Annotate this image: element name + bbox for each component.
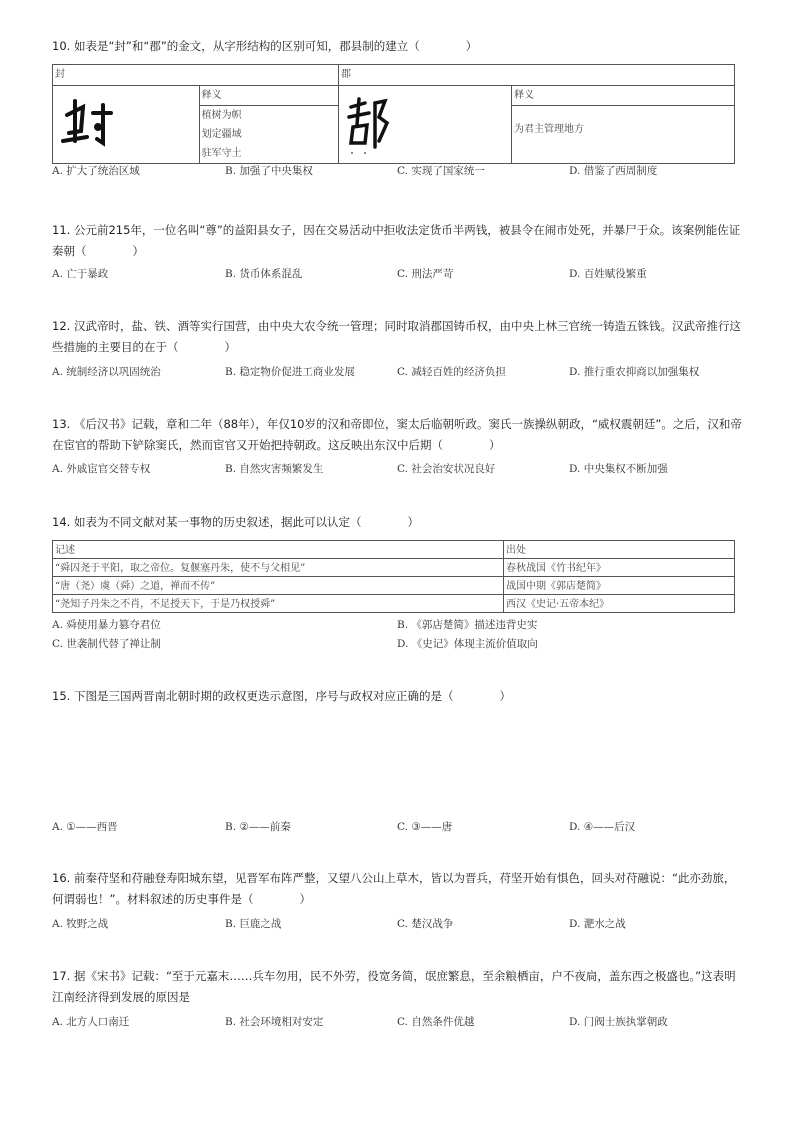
q10-def-jun: 为君主管理地方 bbox=[514, 124, 584, 135]
q14-option-d[interactable]: D. 《史记》体现主流价值取向 bbox=[397, 638, 538, 650]
q17-stem: 17. 据《宋书》记载：“至于元嘉末……兵车勿用，民不外劳，役宽务简，氓庶繁息，至余粮栖亩，户不夜扃，盖东西之极盛也。”这表明江南经济得到发展的原因是 bbox=[52, 969, 736, 1004]
q17-option-d[interactable]: D. 门阀士族执掌朝政 bbox=[569, 1016, 668, 1028]
q12-stem: 12. 汉武帝时，盐、铁、酒等实行国营，由中央大农令统一管理；同时取消郡国铸币权，由中央上林三官统一铸造五铢钱。汉武帝推行这些措施的主要目的在于（ ） bbox=[52, 319, 741, 354]
q10-def-feng-2: 划定疆域 bbox=[201, 129, 242, 140]
q10-stem: 10. 如表是“封”和“郡”的金文，从字形结构的区别可知，郡县制的建立（ ） bbox=[52, 39, 478, 53]
q14-header-record: 记述 bbox=[53, 541, 504, 559]
jun-bronze-glyph bbox=[339, 86, 512, 164]
q11-option-c[interactable]: C. 刑法严苛 bbox=[397, 268, 454, 280]
q10-table bbox=[52, 64, 735, 164]
q17-option-b[interactable]: B. 社会环境相对安定 bbox=[225, 1016, 324, 1028]
q15-option-b[interactable]: B. ②——前秦 bbox=[225, 821, 291, 833]
q10-option-c[interactable]: C. 实现了国家统一 bbox=[397, 165, 485, 177]
q11-option-b[interactable]: B. 货币体系混乱 bbox=[225, 268, 303, 280]
q10-option-a[interactable]: A. 扩大了统治区域 bbox=[52, 165, 140, 177]
q10-def-feng-3: 驻军守土 bbox=[201, 148, 242, 159]
q11-option-d[interactable]: D. 百姓赋役繁重 bbox=[569, 268, 647, 280]
q15-stem: 15. 下图是三国两晋南北朝时期的政权更迭示意图，序号与政权对应正确的是（ ） bbox=[52, 689, 511, 703]
q14-header-source: 出处 bbox=[504, 541, 735, 559]
q15-option-c[interactable]: C. ③——唐 bbox=[397, 821, 453, 833]
q16-option-a[interactable]: A. 牧野之战 bbox=[52, 918, 109, 930]
q14-table bbox=[52, 540, 735, 613]
q11-stem: 11. 公元前215年，一位名叫“尊”的益阳县女子，因在交易活动中拒收法定货币半两钱，被县令在闹市处死，并暴尸于众。该案例能佐证秦朝（ ） bbox=[52, 223, 741, 258]
q15-diagram-placeholder bbox=[52, 712, 735, 812]
q14-row-1-record: “舜囚尧于平阳，取之帝位。复偃塞丹朱，使不与父相见” bbox=[53, 559, 504, 577]
q14-row-3-record: “尧知子丹朱之不肖，不足授天下，于是乃权授舜” bbox=[53, 595, 504, 613]
q14-row-1-source: 春秋战国《竹书纪年》 bbox=[504, 559, 735, 577]
q16-option-c[interactable]: C. 楚汉战争 bbox=[397, 918, 454, 930]
q17-option-a[interactable]: A. 北方人口南迁 bbox=[52, 1016, 130, 1028]
q14-option-b[interactable]: B. 《郭店楚简》描述违背史实 bbox=[397, 619, 538, 631]
q16-stem: 16. 前秦苻坚和苻融登寿阳城东望，见晋军布阵严整，又望八公山上草木，皆以为晋兵，苻坚开始有惧色，回头对苻融说：“此亦劲旅，何谓弱也！”。材料叙述的历史事件是（ ） bbox=[52, 871, 736, 906]
q10-option-d[interactable]: D. 借鉴了西周制度 bbox=[569, 165, 658, 177]
q13-option-b[interactable]: B. 自然灾害频繁发生 bbox=[225, 463, 324, 475]
q14-option-c[interactable]: C. 世袭制代替了禅让制 bbox=[52, 638, 161, 650]
q10-def-feng-1: 植树为帜 bbox=[201, 110, 242, 121]
q13-option-c[interactable]: C. 社会治安状况良好 bbox=[397, 463, 496, 475]
q12-option-c[interactable]: C. 减轻百姓的经济负担 bbox=[397, 366, 506, 378]
q13-option-a[interactable]: A. 外戚宦官交替专权 bbox=[52, 463, 151, 475]
q14-option-a[interactable]: A. 舜使用暴力篡夺君位 bbox=[52, 619, 161, 631]
q11-option-a[interactable]: A. 亡于暴政 bbox=[52, 268, 109, 280]
q10-sub-jun: 释义 bbox=[512, 86, 734, 106]
q13-stem: 13. 《后汉书》记载，章和二年（88年），年仅10岁的汉和帝即位，窦太后临朝听政。窦氏一族操纵朝政，“威权震朝廷”。之后，汉和帝在宦官的帮助下铲除窦氏，然而宦官又开始把持朝政。这反映出东汉中后期（ ） bbox=[52, 417, 742, 452]
feng-bronze-glyph bbox=[53, 86, 200, 164]
q12-option-b[interactable]: B. 稳定物价促进工商业发展 bbox=[225, 366, 355, 378]
q14-row-3-source: 西汉《史记·五帝本纪》 bbox=[504, 595, 735, 613]
q14-stem: 14. 如表为不同文献对某一事物的历史叙述，据此可以认定（ ） bbox=[52, 515, 419, 529]
q14-row-2-record: “唐（尧）虞（舜）之道，禅而不传” bbox=[53, 577, 504, 595]
q10-header-jun: 郡 bbox=[339, 65, 735, 86]
q10-option-b[interactable]: B. 加强了中央集权 bbox=[225, 165, 313, 177]
q16-option-b[interactable]: B. 巨鹿之战 bbox=[225, 918, 282, 930]
q12-option-d[interactable]: D. 推行重农抑商以加强集权 bbox=[569, 366, 700, 378]
q15-option-d[interactable]: D. ④——后汉 bbox=[569, 821, 636, 833]
q10-header-feng: 封 bbox=[53, 65, 339, 86]
q16-option-d[interactable]: D. 淝水之战 bbox=[569, 918, 626, 930]
q12-option-a[interactable]: A. 统制经济以巩固统治 bbox=[52, 366, 161, 378]
q17-option-c[interactable]: C. 自然条件优越 bbox=[397, 1016, 475, 1028]
q15-option-a[interactable]: A. ①——西晋 bbox=[52, 821, 118, 833]
q14-row-2-source: 战国中期《郭店楚简》 bbox=[504, 577, 735, 595]
q10-sub-feng: 释义 bbox=[200, 86, 338, 106]
q13-option-d[interactable]: D. 中央集权不断加强 bbox=[569, 463, 668, 475]
